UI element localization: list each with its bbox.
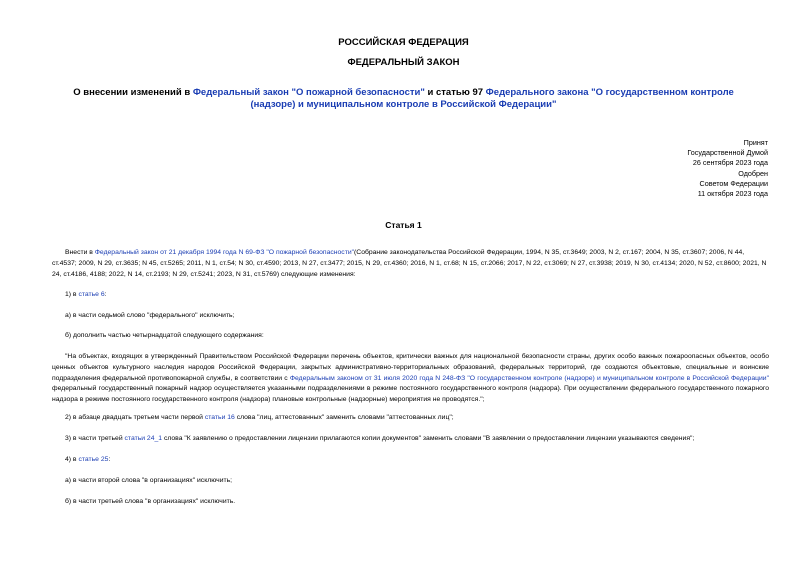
adoption-line: Принят — [743, 138, 768, 147]
adoption-block — [687, 138, 768, 199]
text: : — [108, 456, 111, 463]
text: слова "К заявлению о предоставлении лицензии прилагаются копии документов" заменить словами "В заявлении о предоставлении лицензии указываются сведения"; — [162, 435, 695, 442]
text: слова "лиц, аттестованных" заменить словами "аттестованных лиц"; — [234, 414, 454, 421]
title-link-state-control-law[interactable]: Федерального закона "О государственном контроле (надзоре) и муниципальном контроле в Российской Федерации" — [250, 87, 734, 110]
adoption-date: 26 сентября 2023 года — [692, 158, 768, 168]
law-type-heading: ФЕДЕРАЛЬНЫЙ ЗАКОН — [347, 57, 460, 68]
article-heading: Статья 1 — [385, 220, 422, 230]
country-heading: РОССИЙСКАЯ ФЕДЕРАЦИЯ — [338, 37, 469, 48]
link-article-6[interactable]: статье 6 — [78, 291, 105, 298]
link-fire-safety-law[interactable]: Федеральный закон от 21 декабря 1994 года N 69-ФЗ "О пожарной безопасности" — [94, 249, 355, 256]
paragraph-item-4 — [52, 455, 769, 466]
paragraph-intro — [52, 248, 769, 280]
text: "На объектах, входящих в утвержденный Правительством Российской Федерации перечень объектов, критически важных для национальной безопасности страны, других особо важных пожароопасных объектов, особо ценных объектов культурного наследия народов Российской Федерации, закрытых административно-территориальных образований, федеральных территорий, где создаются объектовые, специальные и воинские подразделения федеральной противопожарной службы, в соответствии с — [52, 353, 769, 382]
text: федеральный государственный пожарный надзор осуществляется указанными подразделениями в режиме постоянного государственного контроля (надзора). При осуществлении федерального государственного пожарного надзора в режиме постоянного государственного контроля (надзора) плановые контрольные (надзорные) мероприятия не проводятся."; — [52, 385, 769, 404]
law-title — [60, 87, 747, 111]
link-article-25[interactable]: статье 25 — [78, 456, 109, 463]
text: Внести в — [65, 249, 95, 256]
link-248-fz[interactable]: Федеральным законом от 31 июля 2020 года N 248-ФЗ "О государственном контроле (надзоре) и муниципальном контроле в Российской Федерации" — [289, 374, 769, 382]
paragraph-item-2 — [52, 413, 769, 424]
title-middle: и статью 97 — [424, 87, 486, 98]
text: 2) в абзаце двадцать третьем части первой — [65, 414, 205, 421]
link-article-24-1[interactable]: статьи 24_1 — [124, 435, 163, 442]
approval-line: Одобрен — [738, 168, 768, 178]
adoption-line: Государственной Думой — [687, 148, 768, 158]
paragraph-item-1 — [52, 290, 769, 301]
paragraph-item-4a: а) в части второй слова "в организациях" исключить; — [65, 477, 233, 484]
paragraph-item-1a: а) в части седьмой слово "федерального" исключить; — [65, 312, 235, 319]
text: 4) в — [65, 456, 79, 463]
text: : — [104, 291, 107, 298]
title-prefix: О внесении изменений в — [73, 87, 193, 98]
text: 3) в части третьей — [65, 435, 125, 442]
text: (Собрание законодательства Российской Федерации, 1994, N 35, ст.3649; 2003, N 2, ст.167; 2004, N 35, ст.3607; 2006, N 44, ст.4537; 2009, N 29, ст.3635; N 45, ст.5265; 2011, N 1, ст.54; N 30, ст.4590; 2013, N 27, ст.3477; 2015, N 29, ст.4360; 2016, N 1, ст.68; N 15, ст.2066; 2017, N 22, ст.3069; N 27, ст.3938; 2019, N 30, ст.4134; 2020, N 52, ст.8600; 2021, N 24, ст.4186, 4188; 2022, N 14, ст.2193; N 29, ст.5241; 2023, N 31, ст.5769) следующие изменения: — [52, 249, 767, 278]
text: 1) в — [65, 291, 79, 298]
paragraph-item-1b: б) дополнить частью четырнадцатой следующего содержания: — [65, 332, 264, 339]
approval-line: Советом Федерации — [699, 178, 768, 188]
paragraph-item-4b: б) в части третьей слова "в организациях" исключить. — [65, 498, 236, 505]
title-link-fire-safety-law[interactable]: Федеральный закон "О пожарной безопасности" — [192, 87, 425, 98]
paragraph-quote — [52, 352, 769, 406]
approval-date: 11 октября 2023 года — [697, 189, 768, 199]
paragraph-item-3 — [52, 434, 769, 445]
link-article-16[interactable]: статьи 16 — [204, 414, 235, 421]
